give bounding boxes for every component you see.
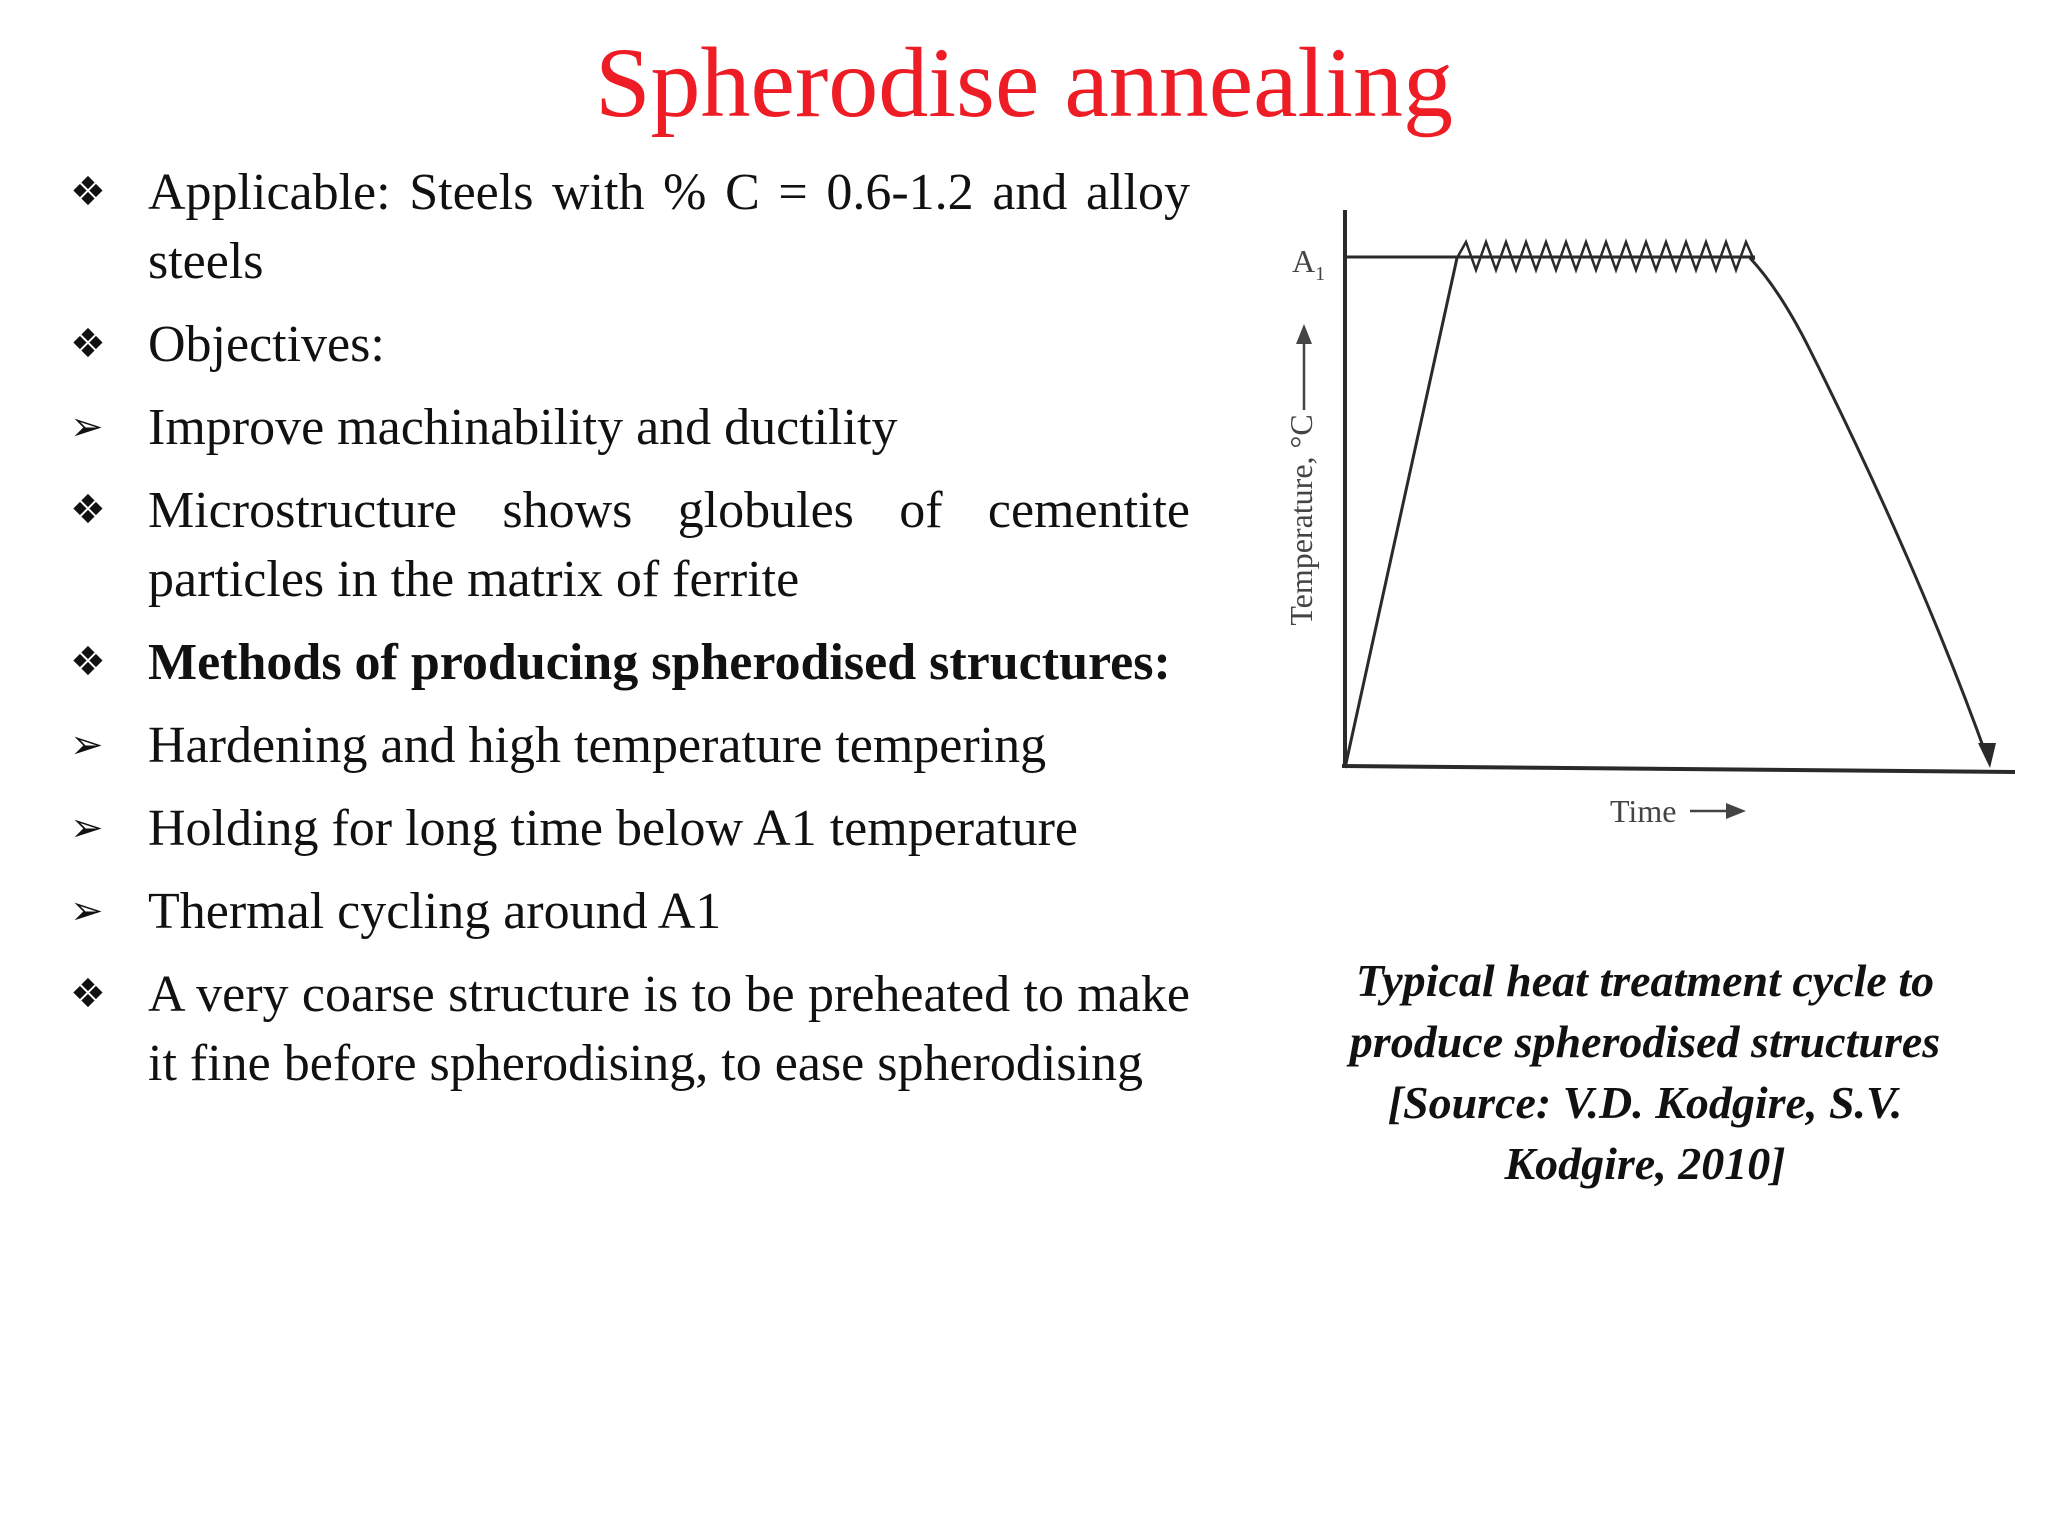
bullet-text: Objectives:	[148, 316, 385, 373]
four-diamond-icon: ❖	[70, 169, 106, 215]
bullet-text: Improve machinability and ductility	[148, 399, 898, 456]
cooling-arrowhead-icon	[1978, 743, 1996, 768]
bullet-text: Thermal cycling around A1	[148, 883, 722, 940]
bullet-applicable	[70, 158, 1190, 296]
bullet-objectives	[70, 310, 1190, 379]
bullet-microstructure	[70, 476, 1190, 614]
bullet-hardening	[70, 711, 1190, 780]
arrowhead-icon: ➢	[70, 722, 104, 768]
caption-line: [Source: V.D. Kodgire, S.V.	[1387, 1077, 1903, 1128]
heat-treatment-diagram	[1270, 190, 2040, 850]
bullet-text: Methods of producing spherodised structures:	[148, 634, 1171, 691]
bullet-coarse-structure	[70, 960, 1190, 1098]
figure-caption	[1270, 950, 2020, 1194]
bullet-methods-heading	[70, 628, 1190, 697]
four-diamond-icon: ❖	[70, 487, 106, 533]
bullet-text: A very coarse structure is to be preheated to make it fine before spherodising, to ease spherodising	[148, 966, 1190, 1092]
arrowhead-icon: ➢	[70, 805, 104, 851]
bullet-text: Microstructure shows globules of cementite particles in the matrix of ferrite	[148, 482, 1190, 608]
bullet-thermal-cycling	[70, 877, 1190, 946]
arrowhead-icon: ➢	[70, 404, 104, 450]
x-axis-label: Time	[1610, 793, 1677, 829]
slide-title: Spherodise annealing	[594, 27, 1454, 138]
heating-ramp	[1345, 258, 1457, 768]
up-arrow-icon	[1296, 324, 1312, 344]
bullet-text: Applicable: Steels with % C = 0.6-1.2 and alloy steels	[148, 164, 1190, 290]
bullet-improve-machinability	[70, 393, 1190, 462]
y-axis-label: Temperature, °C	[1283, 414, 1319, 626]
arrowhead-icon: ➢	[70, 888, 104, 934]
caption-line: Kodgire, 2010]	[1504, 1138, 1786, 1189]
cooling-curve	[1750, 258, 1988, 760]
bullet-text: Hardening and high temperature tempering	[148, 717, 1047, 774]
four-diamond-icon: ❖	[70, 971, 106, 1017]
caption-line: Typical heat treatment cycle to	[1355, 955, 1935, 1006]
a1-label: $A_1$	[1292, 243, 1326, 285]
x-axis	[1342, 766, 2015, 772]
caption-line: produce spherodised structures	[1349, 1016, 1941, 1067]
four-diamond-icon: ❖	[70, 321, 106, 367]
bullet-list	[70, 158, 1190, 1112]
right-arrow-icon	[1726, 803, 1746, 819]
bullet-text: Holding for long time below A1 temperature	[148, 800, 1079, 857]
four-diamond-icon: ❖	[70, 639, 106, 685]
bullet-holding	[70, 794, 1190, 863]
